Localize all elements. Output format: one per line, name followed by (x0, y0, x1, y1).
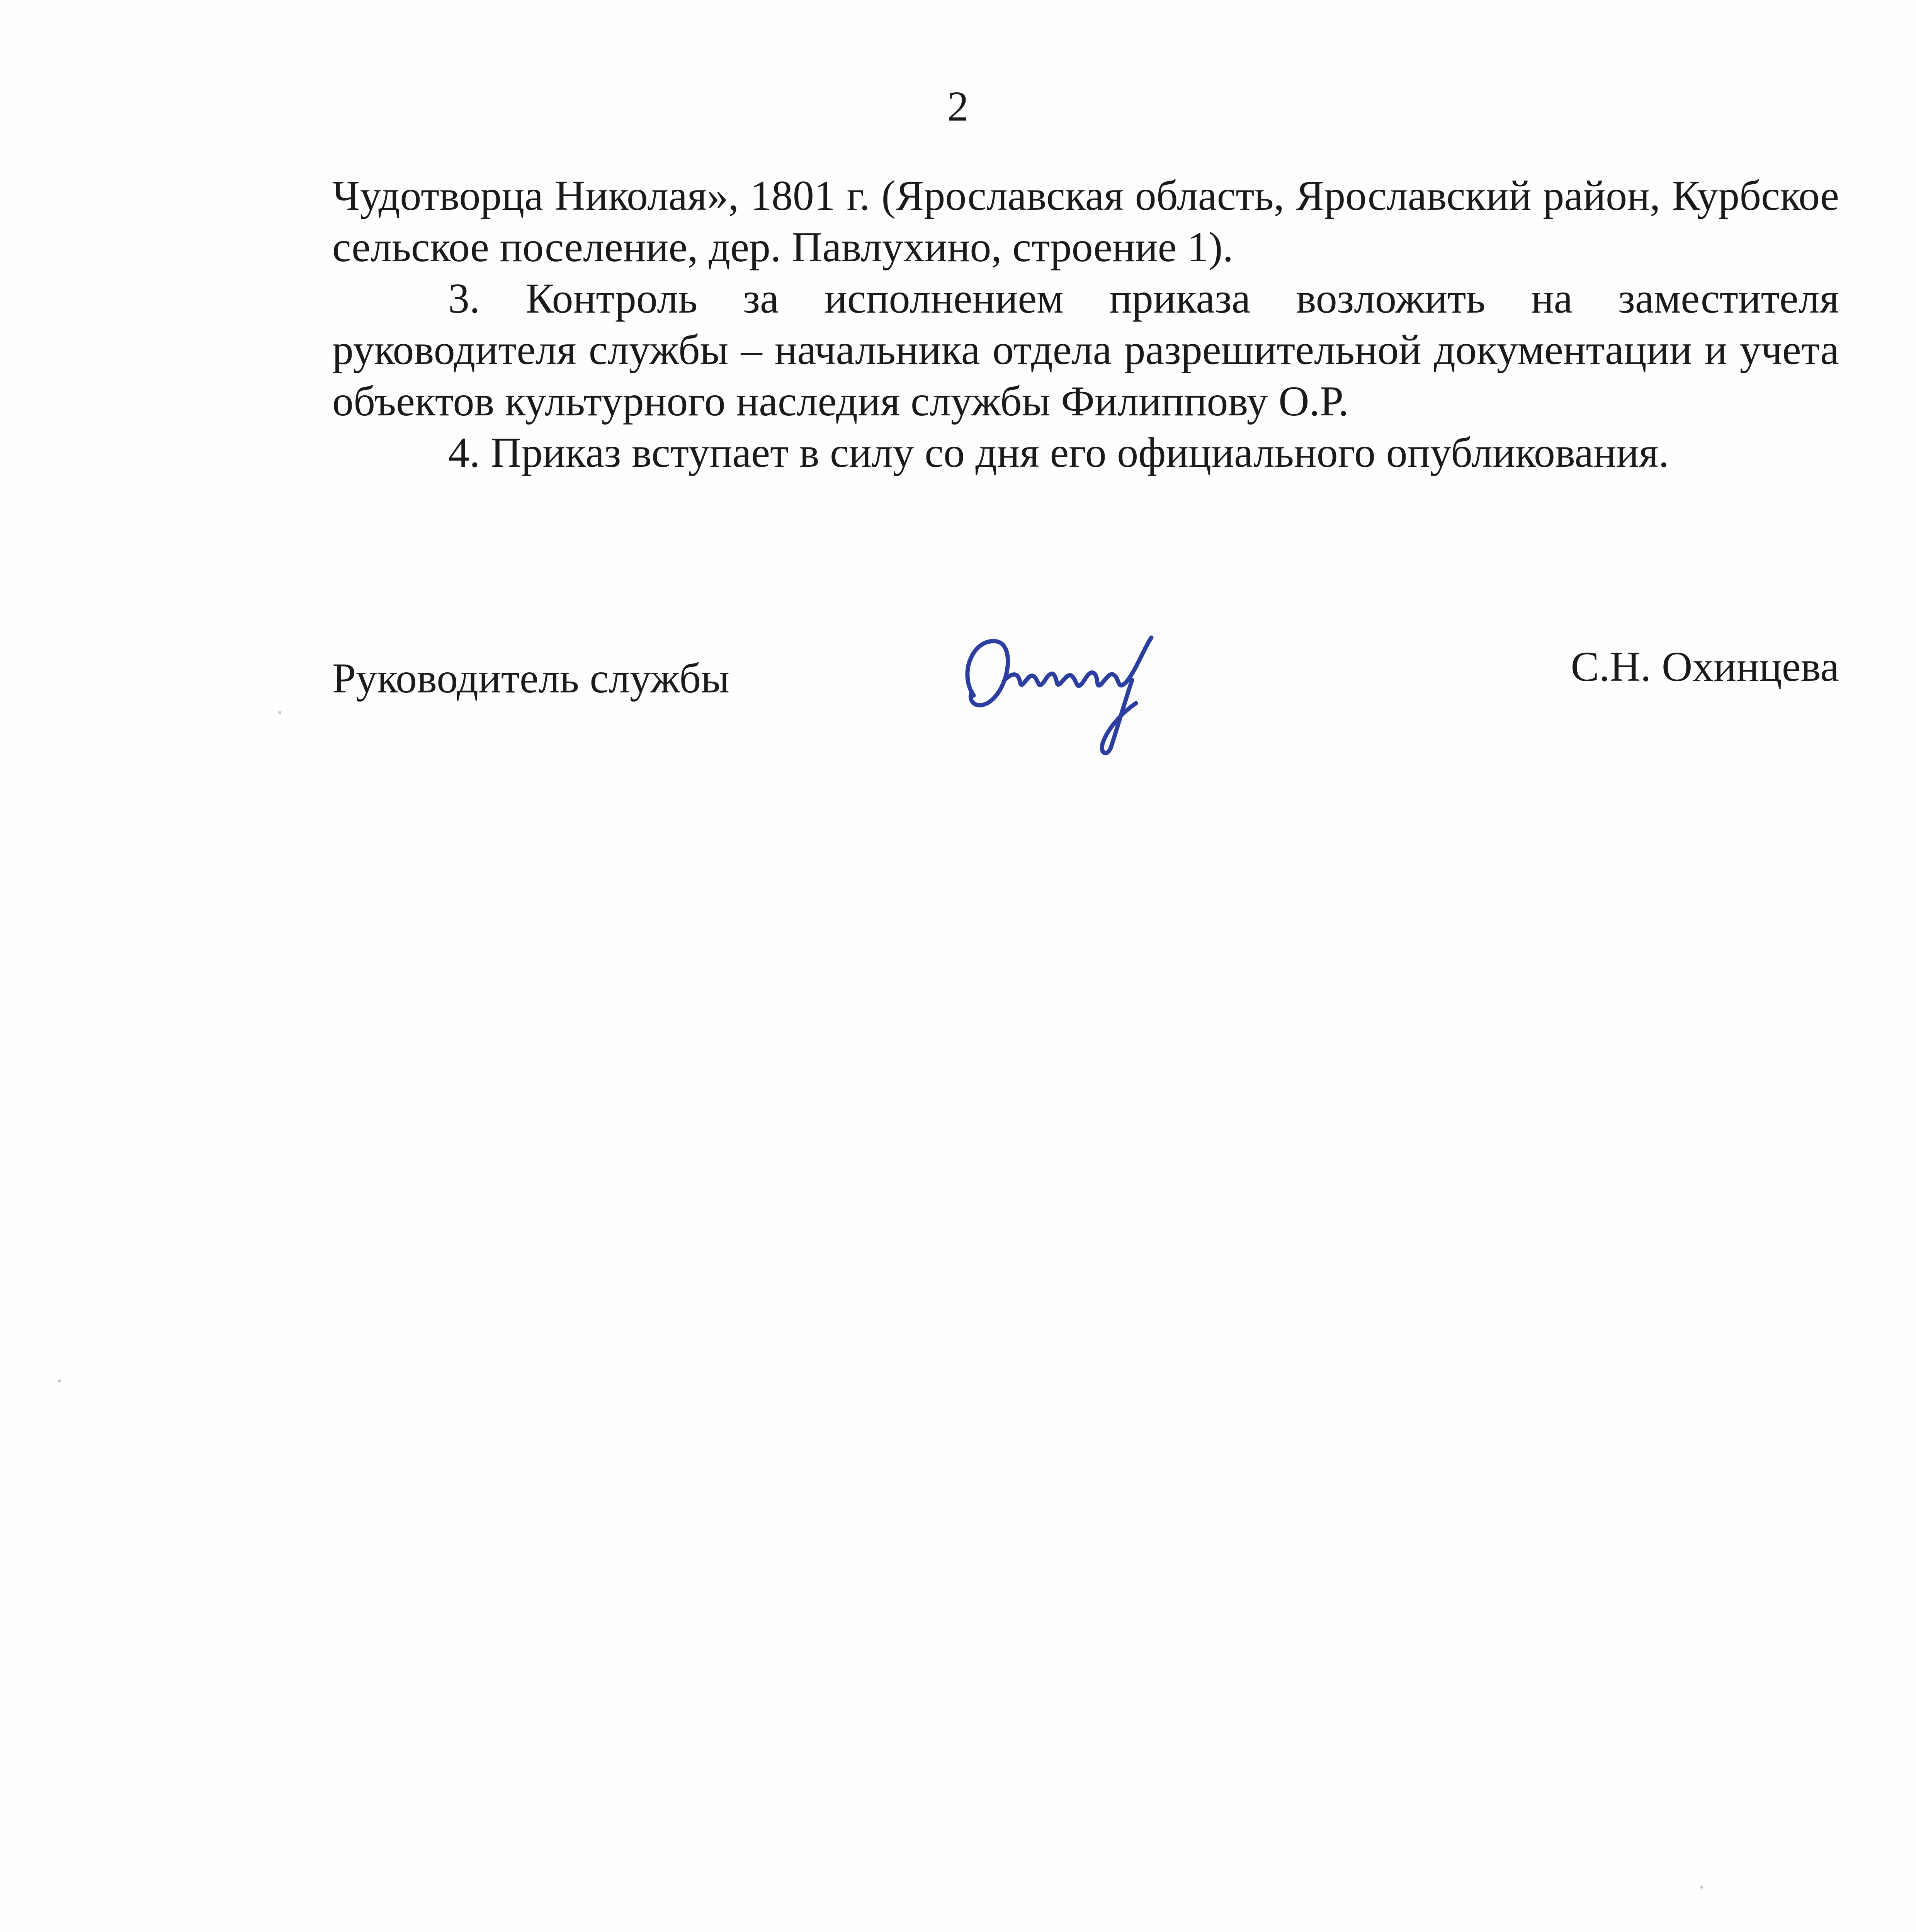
handwritten-signature (950, 614, 1167, 761)
scan-speck (278, 711, 281, 714)
scan-speck (1700, 1886, 1703, 1889)
paragraph-item-3: 3. Контроль за исполнением приказа возложить на заместителя руководителя службы – начальника отдела разрешительной документации и учета объектов культурного наследия службы Филиппову О.Р. (332, 275, 1839, 425)
paragraph-continuation: Чудотворца Николая», 1801 г. (Ярославская область, Ярославский район, Курбское сельское поселение, дер. Павлухино, строение 1). (332, 172, 1839, 270)
document-body (332, 170, 1839, 478)
page-number: 2 (947, 83, 969, 130)
scan-speck (58, 1379, 61, 1383)
paragraph-item-4: 4. Приказ вступает в силу со дня его официального опубликования. (448, 429, 1669, 476)
signatory-title: Руководитель службы (332, 655, 730, 702)
signature-block (332, 630, 1839, 753)
signatory-name: С.Н. Охинцева (1571, 643, 1839, 690)
